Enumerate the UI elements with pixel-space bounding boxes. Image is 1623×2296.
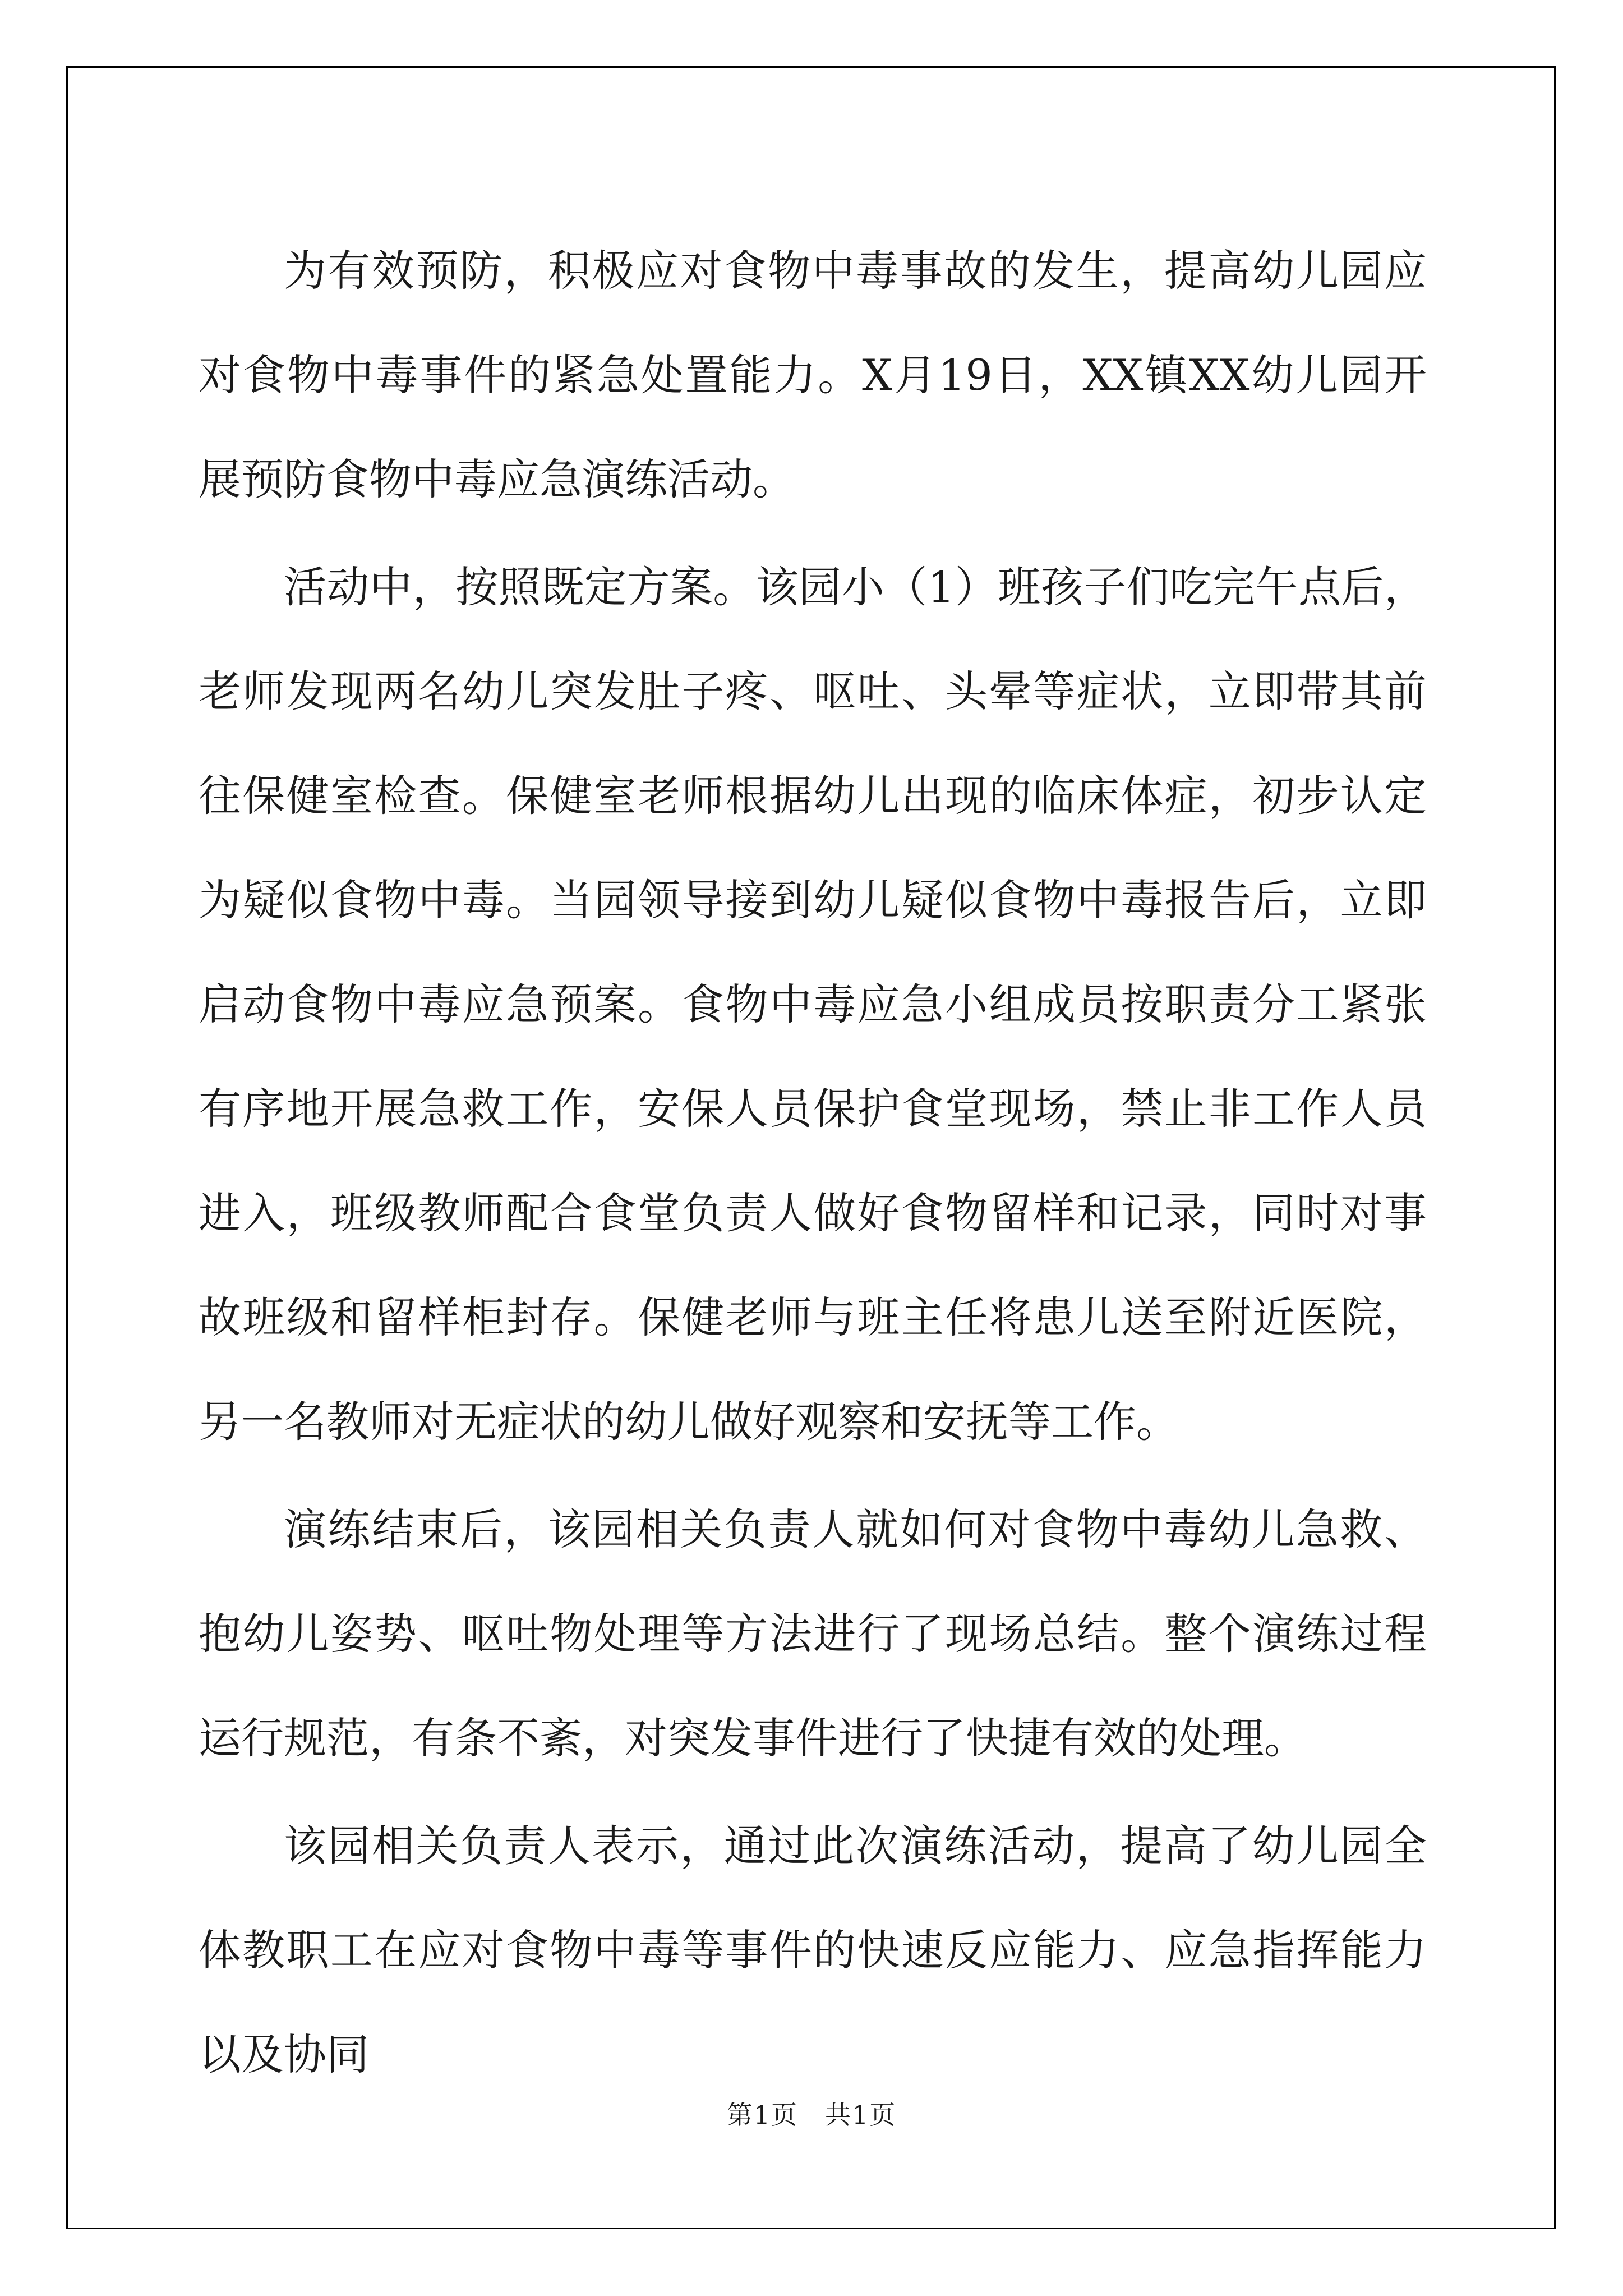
paragraph-conclusion: 该园相关负责人表示，通过此次演练活动，提高了幼儿园全体教职工在应对食物中毒等事件的快速反应能力、应急指挥能力以及协同 xyxy=(199,1821,1427,2079)
paragraph-drill-process: 活动中，按照既定方案。该园小（1）班孩子们吃完午点后，老师发现两名幼儿突发肚子疼、呕吐、头晕等症状，立即带其前往保健室检查。保健室老师根据幼儿出现的临床体症，初步认定为疑似食物中毒。当园领导接到幼儿疑似食物中毒报告后，立即启动食物中毒应急预案。食物中毒应急小组成员按职责分工紧张有序地开展急救工作，安保人员保护食堂现场，禁止非工作人员进入，班级教师配合食堂负责人做好食物留样和记录，同时对事故班级和留样柜封存。保健老师与班主任将患儿送至附近医院，另一名教师对无症状的幼儿做好观察和安抚等工作。 xyxy=(199,562,1427,1447)
paragraph-intro: 为有效预防，积极应对食物中毒事故的发生，提高幼儿园应对食物中毒事件的紧急处置能力。X月19日，XX镇XX幼儿园开展预防食物中毒应急演练活动。 xyxy=(199,246,1427,504)
document-body xyxy=(199,219,1427,2107)
paragraph-summary: 演练结束后，该园相关负责人就如何对食物中毒幼儿急救、抱幼儿姿势、呕吐物处理等方法进行了现场总结。整个演练过程运行规范，有条不紊，对突发事件进行了快捷有效的处理。 xyxy=(199,1504,1427,1763)
page-number-footer: 第1页 共1页 xyxy=(726,2100,897,2130)
